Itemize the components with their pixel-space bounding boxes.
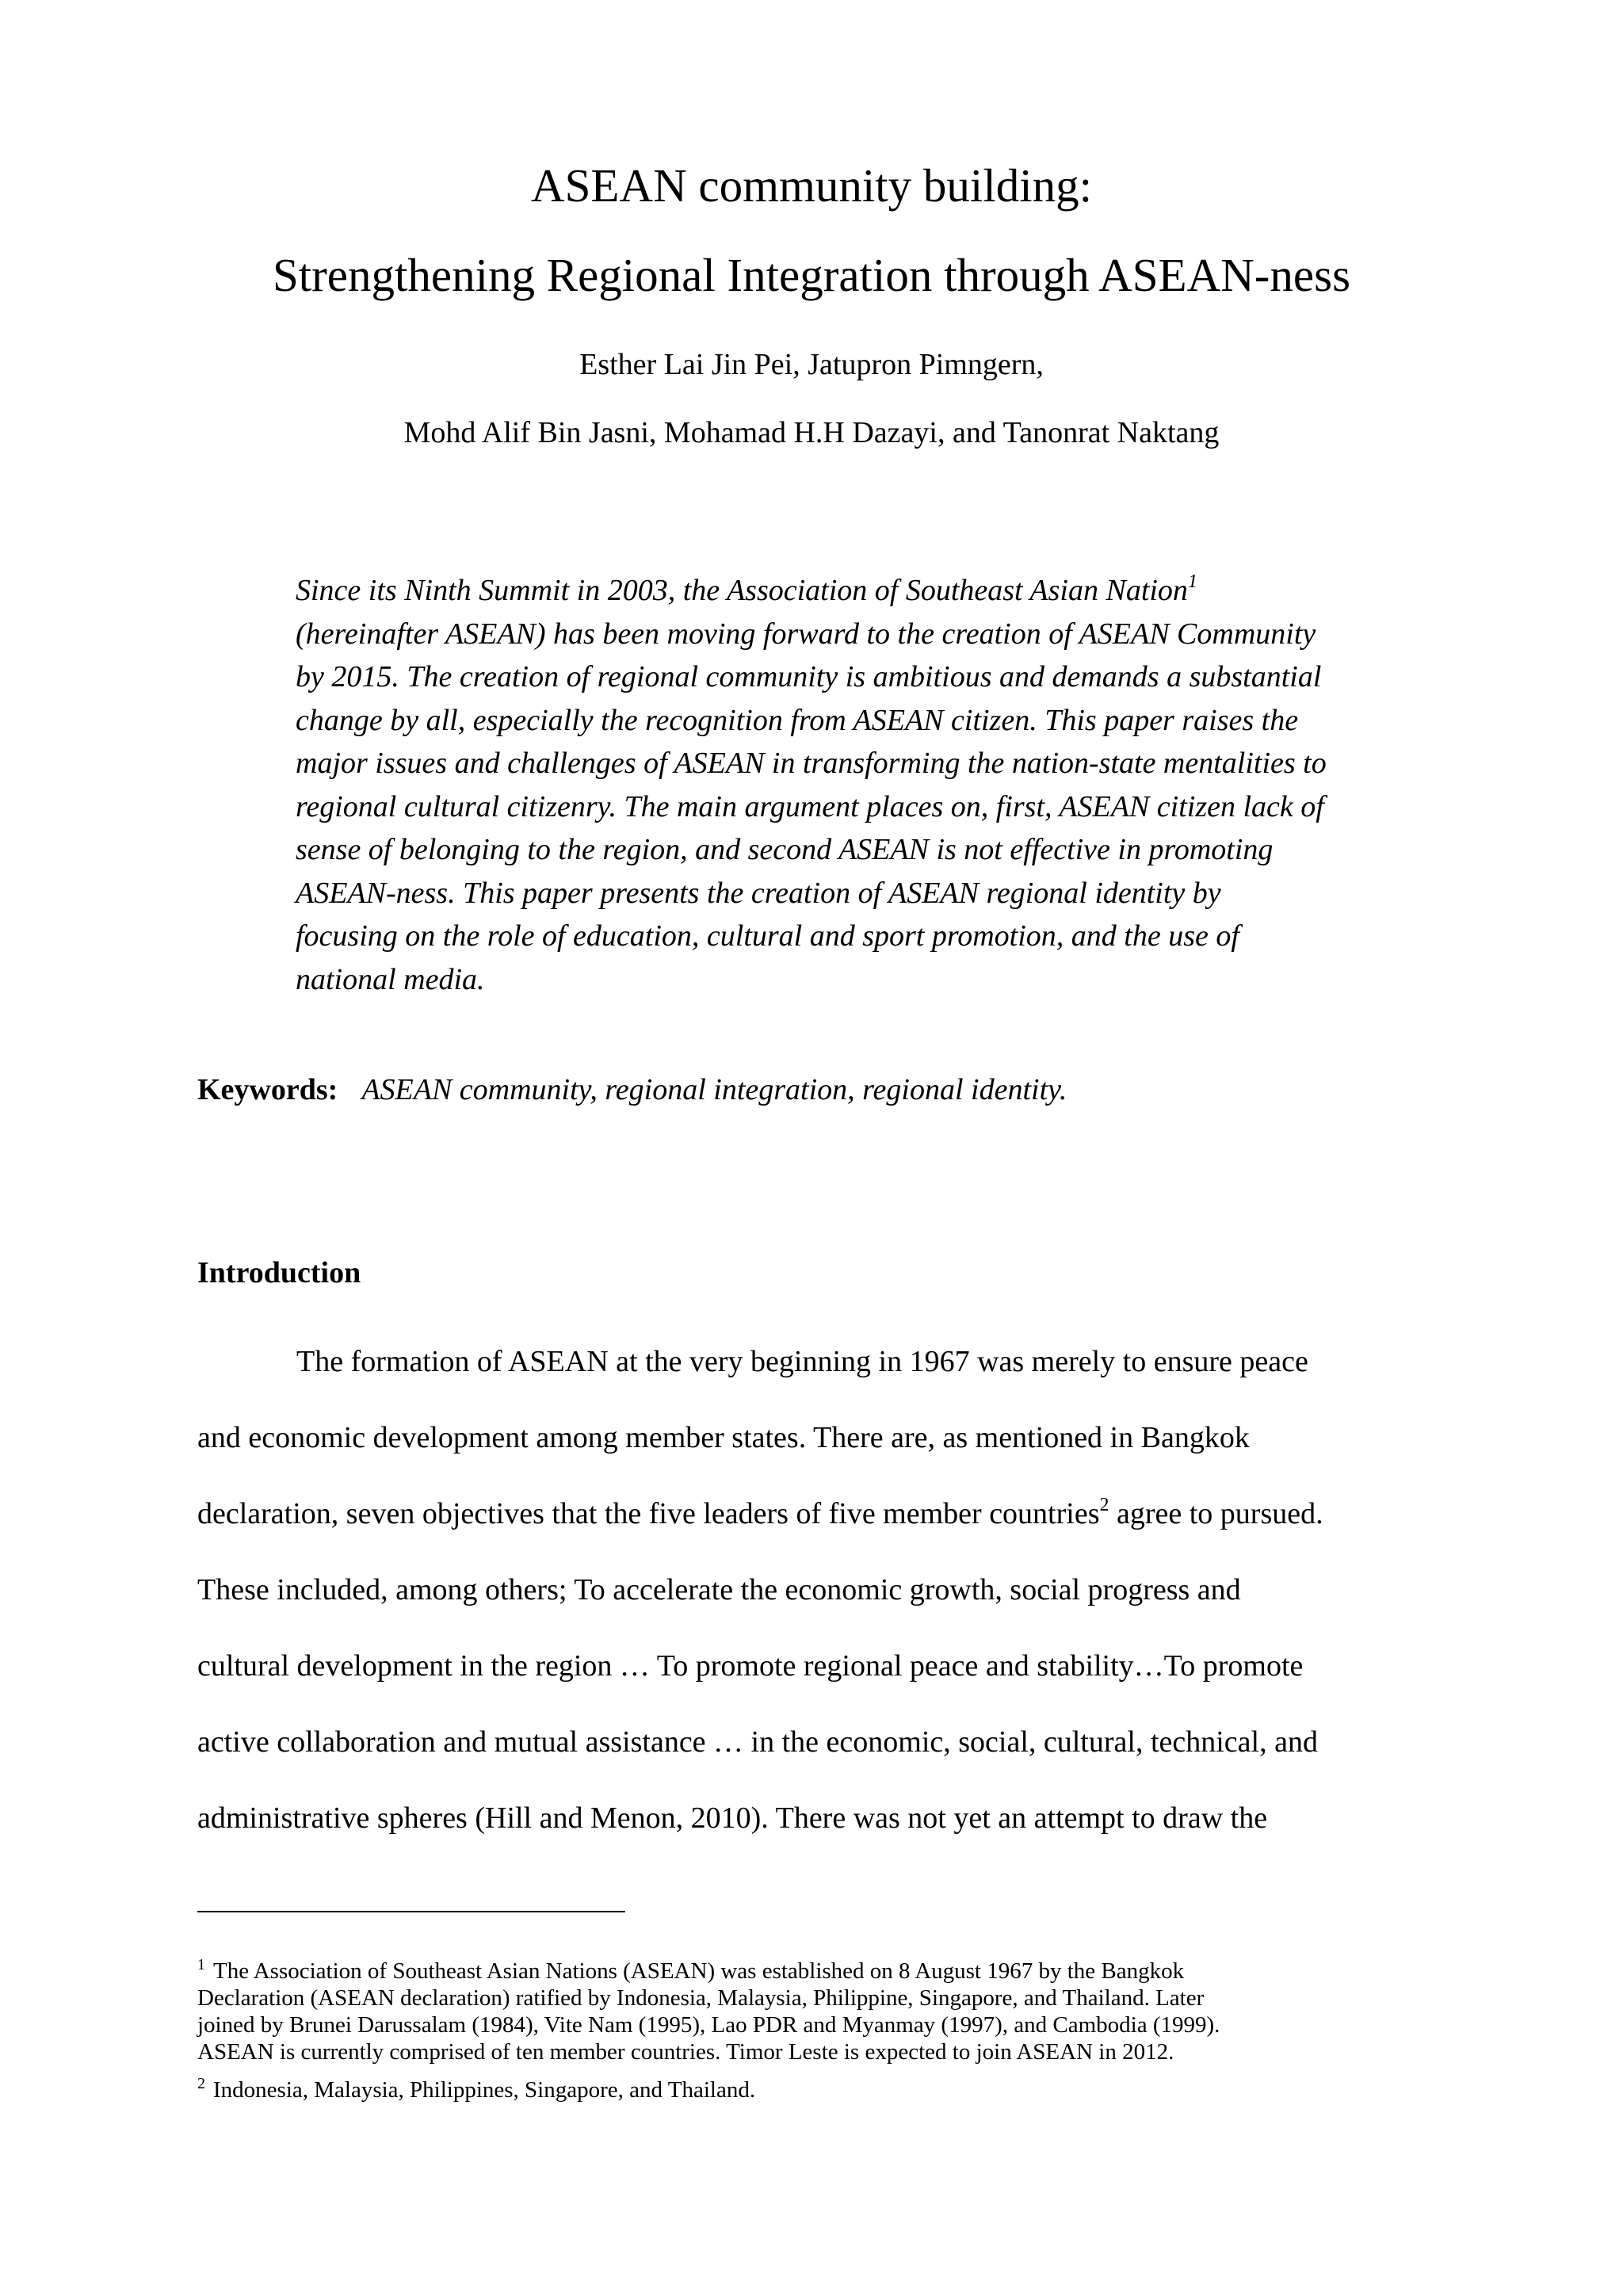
- abstract: [296, 569, 1437, 1001]
- abstract-line: by 2015. The creation of regional community is ambitious and demands a substantial: [296, 660, 1322, 693]
- footnote-text: The Association of Southeast Asian Nations (ASEAN) was established on 8 August 1967 by the Bangkok: [213, 1958, 1185, 1984]
- footnote-ref-2: 2: [1099, 1495, 1109, 1516]
- keywords-label: Keywords:: [197, 1073, 338, 1106]
- paper-title-line-2: Strengthening Regional Integration through ASEAN-ness: [272, 249, 1351, 301]
- body-line-text: agree to pursued.: [1109, 1497, 1323, 1530]
- body-line: These included, among others; To accelerate the economic growth, social progress and: [197, 1573, 1241, 1606]
- footnote-line: [197, 1958, 1449, 1985]
- abstract-line: change by all, especially the recognition from ASEAN citizen. This paper raises the: [296, 703, 1299, 737]
- body-line: administrative spheres (Hill and Menon, 2010). There was not yet an attempt to draw the: [197, 1801, 1268, 1835]
- abstract-line: focusing on the role of education, cultural and sport promotion, and the use of: [296, 919, 1239, 953]
- footnote-2: [197, 2076, 1449, 2103]
- abstract-line: [296, 569, 1437, 613]
- footnote-line: joined by Brunei Darussalam (1984), Vite Nam (1995), Lao PDR and Myanmay (1997), and Cambodia (1999).: [197, 2012, 1220, 2038]
- introduction-body: [197, 1324, 1434, 1856]
- body-line: The formation of ASEAN at the very beginning in 1967 was merely to ensure peace: [296, 1345, 1308, 1378]
- section-heading-introduction: Introduction: [197, 1256, 361, 1289]
- abstract-line: ASEAN-ness. This paper presents the creation of ASEAN regional identity by: [296, 876, 1221, 910]
- keywords: [197, 1075, 1067, 1105]
- footnote-1: [197, 1958, 1449, 2065]
- abstract-line-text: Since its Ninth Summit in 2003, the Association of Southeast Asian Nation: [296, 574, 1188, 607]
- paper-title-line-1: ASEAN community building:: [531, 159, 1092, 212]
- body-line: and economic development among member states. There are, as mentioned in Bangkok: [197, 1421, 1250, 1454]
- body-line: cultural development in the region … To promote regional peace and stability…To promote: [197, 1649, 1304, 1683]
- body-line: [197, 1476, 1434, 1552]
- footnote-mark: 2: [197, 2075, 205, 2093]
- footnote-line: [197, 2076, 1449, 2103]
- body-line-text: declaration, seven objectives that the five leaders of five member countries: [197, 1497, 1100, 1530]
- footnote-mark: 1: [197, 1956, 205, 1974]
- authors-line-2: Mohd Alif Bin Jasni, Mohamad H.H Dazayi, and Tanonrat Naktang: [403, 416, 1220, 449]
- abstract-line: regional cultural citizenry. The main argument places on, first, ASEAN citizen lack of: [296, 789, 1324, 823]
- footnote-text: Indonesia, Malaysia, Philippines, Singapore, and Thailand.: [213, 2077, 756, 2103]
- abstract-line: sense of belonging to the region, and second ASEAN is not effective in promoting: [296, 833, 1274, 866]
- authors-line-1: Esther Lai Jin Pei, Jatupron Pimngern,: [579, 348, 1044, 381]
- footnote-line: ASEAN is currently comprised of ten member countries. Timor Leste is expected to join ASEAN in 2012.: [197, 2039, 1174, 2065]
- body-line: active collaboration and mutual assistance … in the economic, social, cultural, technical, and: [197, 1725, 1318, 1759]
- footnote-divider: [197, 1911, 625, 1912]
- abstract-line: national media.: [296, 962, 485, 996]
- keywords-text: ASEAN community, regional integration, regional identity.: [361, 1073, 1067, 1106]
- footnote-ref-1: 1: [1187, 571, 1197, 593]
- footnote-line: Declaration (ASEAN declaration) ratified by Indonesia, Malaysia, Philippine, Singapore, and Thailand. Later: [197, 1985, 1205, 2011]
- abstract-line: (hereinafter ASEAN) has been moving forward to the creation of ASEAN Community: [296, 617, 1316, 651]
- abstract-line: major issues and challenges of ASEAN in transforming the nation-state mentalities to: [296, 747, 1327, 780]
